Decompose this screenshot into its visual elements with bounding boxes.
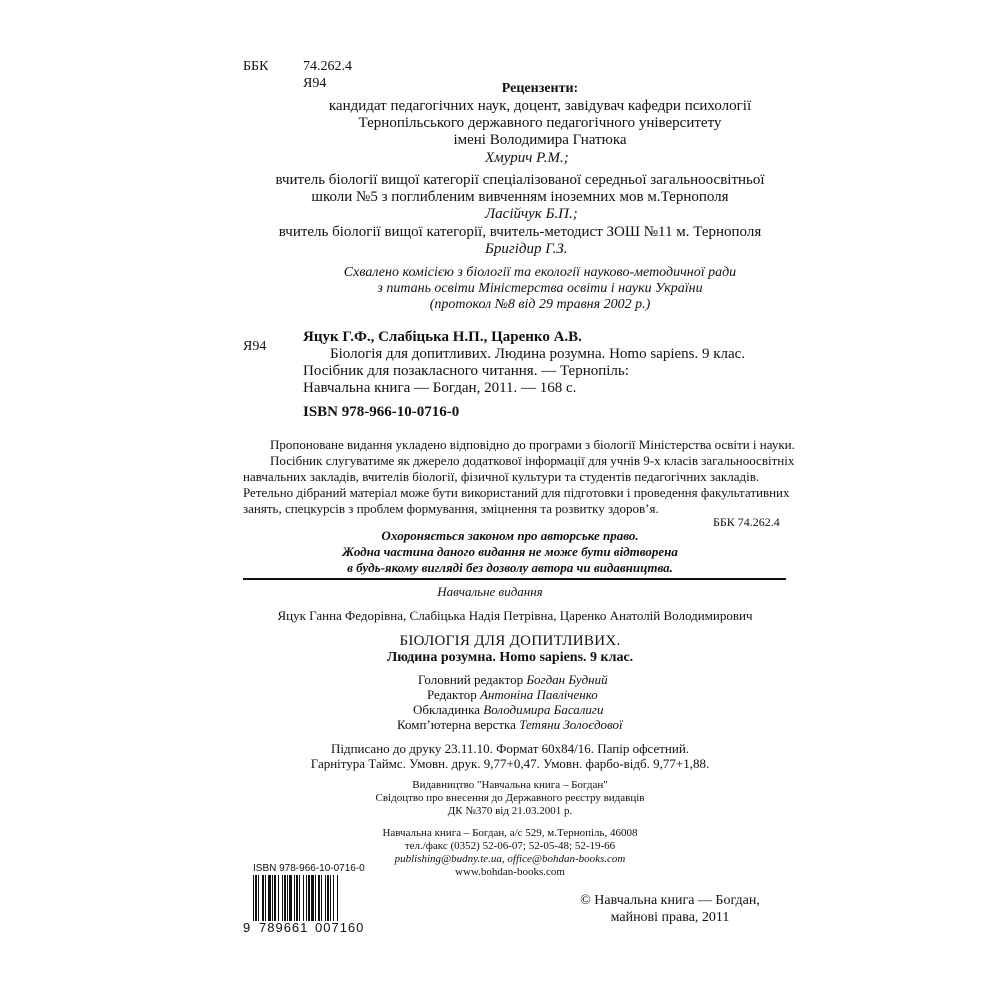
reviewer-1-line: імені Володимира Гнатюка — [453, 132, 627, 148]
copyright-line: © Навчальна книга — Богдан, — [580, 893, 760, 908]
credit-person: Тетяни Золоєдової — [519, 717, 623, 732]
approval-line: Схвалено комісією з біології та екології науково-методичної ради — [343, 265, 737, 280]
reviewer-1-line: кандидат педагогічних наук, доцент, завідувач кафедри психології — [328, 98, 752, 114]
catalog-line: Посібник для позакласного читання. — Тернопіль: — [303, 363, 629, 379]
email-separator: , — [501, 853, 508, 865]
catalog-line: Біологія для допитливих. Людина розумна. Homo sapiens. 9 клас. — [330, 346, 746, 362]
credit-role: Редактор — [427, 687, 477, 702]
copyright-notice-line: в будь-якому вигляді без дозволу автора чи видавництва. — [347, 560, 673, 575]
section-divider — [243, 578, 786, 580]
publisher-address: Навчальна книга – Богдан, а/с 529, м.Тернопіль, 46008 — [382, 827, 638, 839]
annotation-line: Посібник слугуватиме як джерело додаткової інформації для учнів 9-х класів загальноосвітніх — [270, 453, 795, 468]
full-authors: Яцук Ганна Федорівна, Слабіцька Надія Петрівна, Царенко Анатолій Володимирович — [277, 608, 753, 623]
edition-type: Навчальне видання — [437, 584, 543, 599]
credit-person: Антоніна Павліченко — [479, 687, 598, 702]
credit-person: Богдан Будний — [526, 672, 608, 687]
catalog-isbn: ISBN 978-966-10-0716-0 — [303, 404, 460, 420]
annotation-line: занять, спецкурсів з проблем формування, зміцнення та розвитку здоров’я. — [243, 501, 659, 516]
reviewer-1-name: Хмурич Р.М.; — [485, 150, 569, 166]
catalog-line: Навчальна книга — Богдан, 2011. — 168 с. — [303, 380, 577, 396]
catalog-mark: Я94 — [243, 339, 267, 354]
barcode-digits — [243, 920, 371, 936]
credit-line — [418, 672, 608, 687]
print-info-line: Підписано до друку 23.11.10. Формат 60х84/16. Папір офсетний. — [330, 741, 690, 756]
reviewer-2-name: Ласійчук Б.П.; — [485, 206, 578, 222]
credit-line — [413, 702, 604, 717]
copyright-line: майнові права, 2011 — [610, 910, 730, 925]
credit-line — [427, 687, 598, 702]
barcode-right-group: 007160 — [315, 920, 365, 935]
publisher-email-link[interactable]: publishing@budny.te.ua — [394, 853, 502, 865]
reviewer-3-line: вчитель біології вищої категорії, вчитель-методист ЗОШ №11 м. Тернополя — [278, 224, 762, 240]
publisher-line: Свідоцтво про внесення до Державного реєстру видавців — [375, 792, 645, 804]
publisher-phones: тел./факс (0352) 52-06-07; 52-05-48; 52-19-66 — [404, 840, 616, 852]
reviewer-2-line: школи №5 з поглибленим вивченням іноземних мов м.Тернополя — [311, 189, 729, 205]
bbk-code: 74.262.4 — [303, 59, 352, 74]
author-mark: Я94 — [303, 76, 327, 91]
credit-person: Володимира Басалиги — [483, 702, 604, 717]
reviewer-2-line: вчитель біології вищої категорії спеціалізованої середньої загальноосвітньої — [275, 172, 765, 188]
copyright-notice-line: Охороняється законом про авторське право. — [381, 528, 639, 543]
credit-line — [397, 717, 623, 732]
publisher-website[interactable]: www.bohdan-books.com — [455, 866, 565, 878]
isbn-barcode — [243, 873, 371, 937]
barcode-left-group: 789661 — [259, 920, 309, 935]
publisher-emails — [360, 853, 660, 866]
copyright-notice-line: Жодна частина даного видання не може бути відтворена — [342, 544, 678, 559]
credit-role: Головний редактор — [418, 672, 524, 687]
publisher-email-link[interactable]: office@bohdan-books.com — [507, 853, 626, 865]
barcode-bars — [253, 875, 369, 921]
reviewers-title: Рецензенти: — [501, 81, 579, 96]
approval-line: (протокол №8 від 29 травня 2002 р.) — [429, 297, 651, 312]
publisher-line: ДК №370 від 21.03.2001 р. — [447, 805, 573, 817]
barcode-first-digit: 9 — [243, 920, 251, 935]
credit-role: Комп’ютерна верстка — [397, 717, 516, 732]
bbk-label: ББК — [243, 59, 269, 74]
annotation-line: Ретельно дібраний матеріал може бути використаний для підготовки і проведення факультативних — [243, 485, 790, 500]
catalog-authors: Яцук Г.Ф., Слабіцька Н.П., Царенко А.В. — [303, 329, 582, 345]
print-info-line: Гарнітура Таймс. Умовн. друк. 9,77+0,47. Умовн. фарбо-відб. 9,77+1,88. — [310, 756, 710, 771]
annotation-line: навчальних закладів, вчителів біології, фізичної культури та студентів педагогічних закладів. — [243, 469, 760, 484]
book-subtitle: Людина розумна. Homo sapiens. 9 клас. — [386, 650, 634, 665]
reviewer-3-name: Бригідир Г.З. — [485, 241, 568, 257]
reviewer-1-line: Тернопільського державного педагогічного університету — [358, 115, 722, 131]
annotation-line: Пропоноване видання укладено відповідно до програми з біології Міністерства освіти і науки. — [270, 437, 795, 452]
annotation-bbk: ББК 74.262.4 — [713, 515, 780, 529]
publisher-line: Видавництво "Навчальна книга – Богдан" — [412, 779, 608, 791]
book-title: БІОЛОГІЯ ДЛЯ ДОПИТЛИВИХ. — [399, 633, 621, 649]
approval-line: з питань освіти Міністерства освіти і науки України — [377, 281, 703, 296]
credit-role: Обкладинка — [413, 702, 480, 717]
barcode-isbn: ISBN 978-966-10-0716-0 — [253, 863, 365, 874]
